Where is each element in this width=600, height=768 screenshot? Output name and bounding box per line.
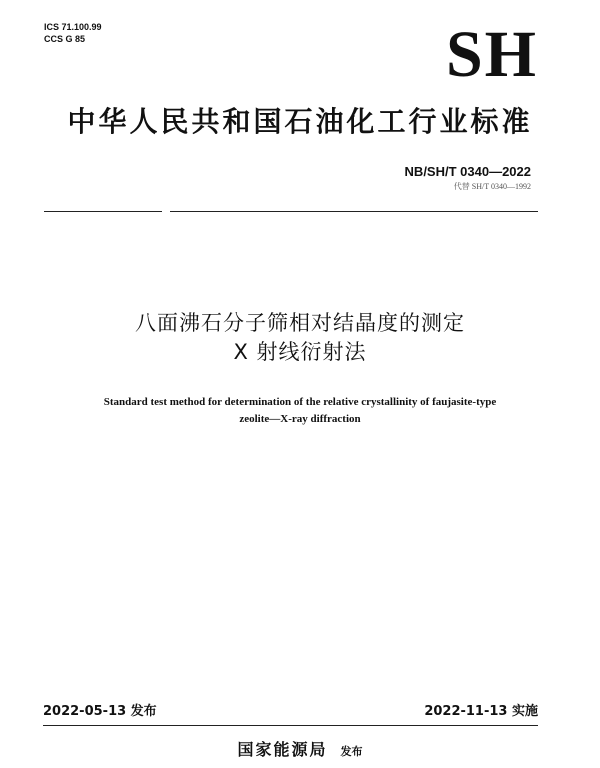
issue-date: 2022-05-13 发布	[43, 704, 157, 719]
implementation-date: 2022-11-13 实施	[424, 704, 538, 719]
publisher	[0, 740, 600, 762]
header-divider-left	[44, 211, 162, 212]
footer-divider	[43, 725, 538, 726]
english-title-line-1: Standard test method for determination of the relative crystallinity of faujasite-type	[103, 396, 497, 408]
publisher-name: 国家能源局	[237, 740, 328, 759]
replaces-standard: 代替 SH/T 0340—1992	[453, 182, 531, 191]
english-title	[0, 394, 600, 428]
standard-number: NB/SH/T 0340—2022	[404, 164, 531, 179]
chinese-title-line-2: X 射线衍射法	[233, 340, 367, 364]
header-divider-right	[170, 211, 538, 212]
classification-codes	[44, 21, 102, 45]
ics-code: ICS 71.100.99	[44, 22, 102, 32]
chinese-title-line-1: 八面沸石分子筛相对结晶度的测定	[135, 311, 465, 335]
english-title-line-2: zeolite—X-ray diffraction	[239, 413, 361, 425]
industry-standard-title: 中华人民共和国石油化工行业标准	[67, 105, 533, 138]
sh-logo: SH	[445, 18, 538, 91]
ccs-code: CCS G 85	[44, 34, 86, 44]
publisher-suffix: 发布	[340, 745, 363, 758]
chinese-title	[0, 309, 600, 367]
